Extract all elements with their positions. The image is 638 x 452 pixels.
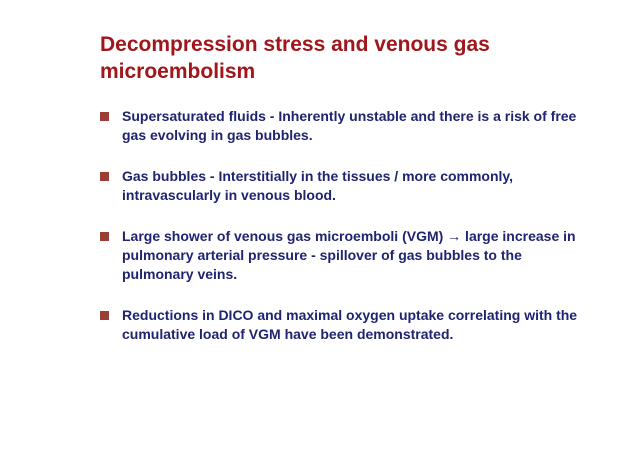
square-bullet-icon [100, 232, 109, 241]
bullet-item [100, 306, 580, 344]
bullet-item [100, 167, 580, 205]
square-bullet-icon [100, 311, 109, 320]
bullet-text: Reductions in DICO and maximal oxygen uptake correlating with the cumulative load of VGM have been demonstrated. [122, 307, 578, 342]
bullet-text: Large shower of venous gas microemboli (VGM) → large increase in pulmonary arterial pressure - spillover of gas bubbles to the pulmonary veins. [122, 228, 576, 282]
square-bullet-icon [100, 172, 109, 181]
square-bullet-icon [100, 112, 109, 121]
bullet-list [100, 107, 580, 366]
bullet-text: Gas bubbles - Interstitially in the tissues / more commonly, intravascularly in venous blood. [122, 168, 514, 203]
slide-title: Decompression stress and venous gas microembolism [100, 33, 490, 83]
bullet-item [100, 107, 580, 145]
bullet-item [100, 227, 580, 284]
bullet-text: Supersaturated fluids - Inherently unstable and there is a risk of free gas evolving in gas bubbles. [122, 108, 577, 143]
